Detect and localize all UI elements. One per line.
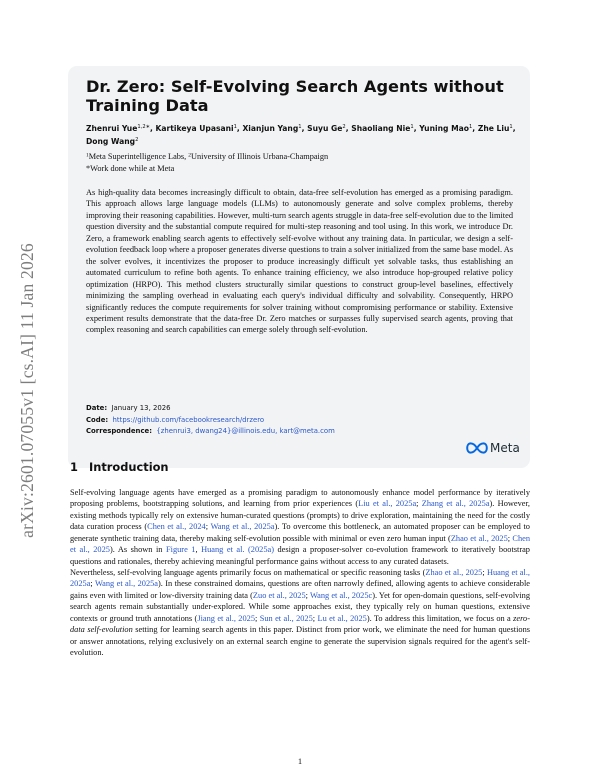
- abstract: As high-quality data becomes increasingly difficult to obtain, data-free self-evolution has emerged as a promising paradigm. This approach allows large language models (LLMs) to autonomously generate and solve complex problems, thereby improving their reasoning capabilities. However, multi-turn search agents struggle in data-free self-evolution due to the limited question diversity and the substantial compute required for multi-step reasoning and tool using. In this work, we introduce Dr. Zero, a framework enabling search agents to effectively self-evolve without any training data. In particular, we design a self-evolution feedback loop where a proposer generates diverse questions to train a solver initialized from the same base model. As the solver evolves, it incentivizes the proposer to produce increasingly difficult yet solvable tasks, thus establishing an automated curriculum to refine both agents. To enhance training efficiency, we also introduce hop-grouped relative policy optimization (HRPO). This method clusters structurally similar questions to construct group-level baselines, effectively minimizing the sampling overhead in evaluating each query's individual difficulty and solvability. Consequently, HRPO significantly reduces the compute requirements for solver training without compromising performance or stability. Extensive experiment results demonstrate that the data-free Dr. Zero matches or surpasses fully supervised search agents, proving that complex reasoning and search capabilities can emerge solely through self-evolution.: [86, 188, 513, 335]
- author-list: Zhenrui Yue$^{1,2∗}$, Kartikeya Upasani$^1$, Xianjun Yang$^1$, Suyu Ge$^2$, Shaoliang Nie$^1$, Yuning Mao$^1$, Zhe Liu$^1$, Dong Wang$^2$: [86, 124, 516, 146]
- meta-infinity-logo-icon: [466, 442, 488, 454]
- author: Shaoliang Nie$^1$: [351, 124, 414, 133]
- citation-link[interactable]: Zhao et al., 2025: [425, 568, 483, 577]
- section-heading: [70, 459, 169, 475]
- author: Zhenrui Yue$^{1,2∗}$: [86, 124, 150, 133]
- citation-link[interactable]: Huang et al. (2025a): [201, 545, 274, 555]
- author: Xianjun Yang$^1$: [242, 124, 302, 133]
- citation-link[interactable]: Zhao et al., 2025: [450, 533, 508, 543]
- page-number: 1: [297, 756, 303, 766]
- affiliation-line: $^1$Meta Superintelligence Labs, $^2$University of Illinois Urbana-Champaign: [86, 152, 329, 161]
- section-title: Introduction: [89, 460, 169, 474]
- arxiv-identifier-text: arXiv:2601.07055v1 [cs.AI] 11 Jan 2026: [16, 242, 37, 538]
- citation-link[interactable]: Wang et al., 2025c: [309, 590, 373, 600]
- paper-title: Dr. Zero: Self-Evolving Search Agents without Training Data: [86, 77, 504, 115]
- citation-link[interactable]: Wang et al., 2025a: [94, 579, 159, 589]
- citation-link[interactable]: Huang et al., 2025a: [70, 568, 531, 589]
- figure-reference-link[interactable]: Figure 1: [166, 545, 196, 555]
- citation-link[interactable]: Wang et al., 2025a: [210, 522, 275, 532]
- date-line: Date: January 13, 2026: [86, 404, 171, 412]
- author-note: *Work done while at Meta: [86, 164, 175, 173]
- meta-logo: [466, 440, 520, 456]
- author: Dong Wang$^2$: [86, 137, 139, 146]
- author: Yuning Mao$^1$: [419, 124, 473, 133]
- author: Kartikeya Upasani$^1$: [155, 124, 237, 133]
- citation-link[interactable]: Chen et al., 2025: [70, 533, 531, 555]
- code-line: Code: https://github.com/facebookresearch/drzero: [86, 415, 265, 424]
- citation-link[interactable]: Chen et al., 2024: [147, 522, 206, 532]
- citation-link[interactable]: Jiang et al., 2025: [197, 613, 255, 623]
- code-link[interactable]: https://github.com/facebookresearch/drzero: [112, 415, 265, 424]
- citation-link[interactable]: Liu et al., 2025a: [358, 499, 417, 509]
- section-number: 1: [70, 460, 78, 474]
- affiliations: [86, 151, 516, 175]
- citation-link[interactable]: Zuo et al., 2025: [252, 590, 306, 600]
- citation-link[interactable]: Lu et al., 2025: [317, 613, 367, 623]
- intro-paragraph-1: Self-evolving language agents have emerged as a promising paradigm to autonomously enhance model performance by iteratively proposing problems, bootstrapping solutions, and learning from prior experiences (Liu et al., 2025a; Zhang et al., 2025a). However, existing methods typically rely on extensive human-curated questions (prompts) to drive exploration, maintaining the need for the costly data curation process (Chen et al., 2024; Wang et al., 2025a). To overcome this bottleneck, an automated proposer can be employed to generate synthetic training data, thereby making self-evolution possible with minimal or even zero human input (Zhao et al., 2025; Chen et al., 2025). As shown in Figure 1, Huang et al. (2025a) design a proposer-solver co-evolution framework to iteratively bootstrap questions and rationales, thereby achieving meaningful performance gains without access to any curated datasets.: [70, 488, 531, 566]
- correspondence-email[interactable]: {zhenrui3, dwang24}@illinois.edu, kart@meta.com: [156, 427, 335, 436]
- author: Suyu Ge$^2$: [307, 124, 346, 133]
- arxiv-identifier: [10, 225, 44, 555]
- paper-metadata: [86, 403, 386, 438]
- intro-paragraph-2: Nevertheless, self-evolving language agents primarily focus on mathematical or specific reasoning tasks (Zhao et al., 2025; Huang et al., 2025a; Wang et al., 2025a). In these constrained domains, questions are often narrowly defined, allowing agents to achieve considerable gains even with limited or low-diversity training data (Zuo et al., 2025; Wang et al., 2025c). Yet for open-domain questions, self-evolving search agents remain substantially under-explored. While some approaches exist, they typically rely on human questions, extensive contexts or ground truth annotations (Jiang et al., 2025; Sun et al., 2025; Lu et al., 2025). To address this limitation, we focus on a zero-data self-evolution setting for learning search agents in this paper. Distinct from prior work, we eliminate the need for human questions or answer annotations, relying exclusively on an external search engine to generate the supervision signals required for the agent's self-evolution.: [70, 568, 531, 658]
- meta-wordmark: Meta: [490, 441, 520, 455]
- citation-link[interactable]: Sun et al., 2025: [259, 613, 313, 623]
- citation-link[interactable]: Zhang et al., 2025a: [421, 499, 490, 509]
- correspondence-line: Correspondence: {zhenrui3, dwang24}@illinois.edu, kart@meta.com: [86, 427, 335, 436]
- author: Zhe Liu$^1$: [477, 124, 513, 133]
- emphasis-text: zero-data self-evolution: [70, 613, 530, 635]
